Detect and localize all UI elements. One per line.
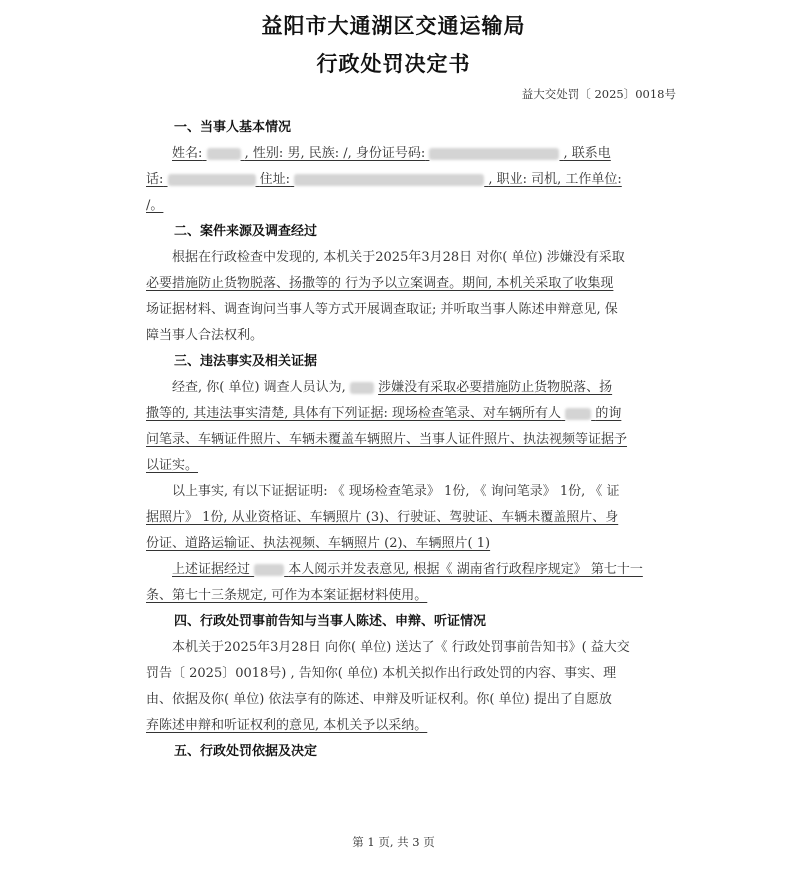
facts-text: 经查, 你( 单位) 调查人员认为, [172, 380, 346, 395]
facts-line-2 [146, 402, 621, 421]
facts-text: 上述证据经过 [172, 562, 251, 577]
facts-line-3: 问笔录、车辆证件照片、车辆未覆盖车辆照片、当事人证件照片、执法视频等证据予 [146, 432, 628, 447]
redacted-address [294, 174, 484, 186]
document-title: 行政处罚决定书 [316, 51, 471, 76]
facts-text: 撒等的, 其违法事实清楚, 具体有下列证据: 现场检查笔录、对车辆所有人 [146, 406, 562, 421]
section-heading-notice: 四、行政处罚事前告知与当事人陈述、申辩、听证情况 [174, 614, 487, 629]
party-line-1 [172, 142, 611, 161]
redacted-id-number [429, 148, 559, 160]
redacted-owner [565, 408, 591, 420]
name-label: 姓名: [172, 146, 203, 161]
facts-line-1 [172, 376, 612, 395]
gender-ethnicity-id: , 性别: 男, 民族: /, 身份证号码: [244, 146, 426, 161]
facts-line-4: 以证实。 [146, 458, 199, 473]
section-heading-party: 一、当事人基本情况 [174, 120, 292, 135]
redacted-phone [168, 174, 256, 186]
phone-label-cont: 话: [146, 172, 164, 187]
facts-text: 的询 [595, 406, 622, 421]
party-line-3: /。 [146, 198, 164, 213]
page-number: 第 1 页, 共 3 页 [352, 835, 435, 849]
source-line-3: 场证据材料、调查询问当事人等方式开展调查取证; 并听取当事人陈述申辩意见, 保 [146, 302, 618, 317]
facts-text: 涉嫌没有采取必要措施防止货物脱落、扬 [378, 380, 613, 395]
notice-line-2: 罚告〔 2025〕0018号) , 告知你( 单位) 本机关拟作出行政处罚的内容、事实、理 [146, 666, 617, 681]
notice-line-3: 由、依据及你( 单位) 依法享有的陈述、申辩及听证权利。你( 单位) 提出了自愿放 [146, 692, 612, 707]
evidence-line-5: 条、第七十三条规定, 可作为本案证据材料使用。 [146, 588, 428, 603]
source-line-1: 根据在行政检查中发现的, 本机关于2025年3月28日 对你( 单位) 涉嫌没有采取 [172, 250, 625, 265]
party-line-2 [146, 168, 622, 187]
address-label: 住址: [259, 172, 291, 187]
notice-line-4: 弃陈述申辩和听证权利的意见, 本机关予以采纳。 [146, 718, 428, 733]
redacted-person [350, 382, 374, 394]
evidence-line-3: 份证、道路运输证、执法视频、车辆照片 (2)、车辆照片( 1) [146, 536, 491, 551]
redacted-name [207, 148, 241, 160]
evidence-line-4 [172, 558, 643, 577]
source-line-4: 障当事人合法权利。 [146, 328, 264, 343]
section-heading-source: 二、案件来源及调查经过 [174, 224, 318, 239]
redacted-person [254, 564, 284, 576]
notice-line-1: 本机关于2025年3月28日 向你( 单位) 送达了《 行政处罚事前告知书》( 益大交 [172, 640, 630, 655]
section-heading-facts: 三、违法事实及相关证据 [174, 354, 318, 369]
document-number: 益大交处罚〔 2025〕0018号 [521, 87, 676, 101]
facts-text: 本人阅示并发表意见, 根据《 湖南省行政程序规定》 第七十一 [288, 562, 643, 577]
evidence-line-2: 据照片》 1份, 从业资格证、车辆照片 (3)、行驶证、驾驶证、车辆未覆盖照片、身 [146, 510, 619, 525]
section-heading-decision: 五、行政处罚依据及决定 [174, 744, 318, 759]
occupation-employer: , 职业: 司机, 工作单位: [488, 172, 622, 187]
evidence-line-1: 以上事实, 有以下证据证明: 《 现场检查笔录》 1份, 《 询问笔录》 1份, 《 证 [172, 484, 620, 499]
agency-title: 益阳市大通湖区交通运输局 [261, 13, 526, 38]
source-line-2: 必要措施防止货物脱落、扬撒等的 行为予以立案调查。期间, 本机关采取了收集现 [146, 276, 614, 291]
phone-label: , 联系电 [563, 146, 611, 161]
